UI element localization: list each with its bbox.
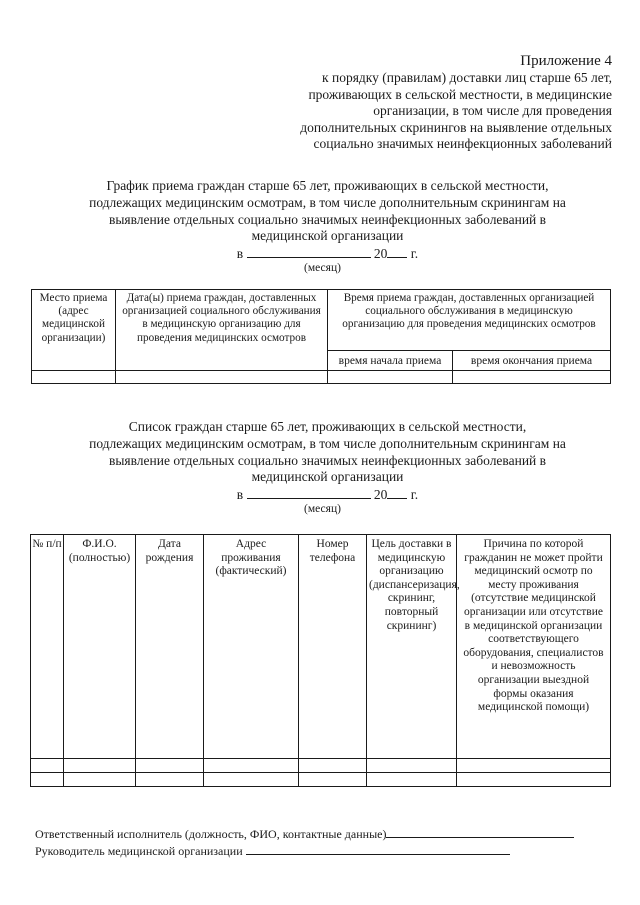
schedule-header-row [32,290,611,351]
table-cell [116,371,328,384]
table-row [31,759,611,773]
table-cell [453,371,611,384]
in-word: в [236,246,244,262]
col-reason-header: Причина по которой гражданин не может пройти медицинский осмотр по месту проживания (отсутствие медицинской организации или отсутствие в медицинской организации соответствующего оборудования, специалистов и невозможность организации выездной формы оказания медицинской помощи) [457,535,611,759]
schedule-title-line: подлежащих медицинским осмотрам, в том числе дополнительным скринингам на [89,194,566,210]
col-address-header: Адрес проживания (фактический) [204,535,299,759]
table-cell [457,773,611,787]
table-cell [328,371,453,384]
table-cell [299,759,367,773]
schedule-month-line [40,245,615,262]
month-caption: (месяц) [304,262,341,275]
table-cell [31,759,64,773]
table-row [31,773,611,787]
list-month-line [40,486,615,503]
year-blank [387,245,407,258]
year-suffix: г. [410,246,419,262]
month-blank [247,486,371,499]
table-cell [64,773,136,787]
schedule-title-line: выявление отдельных социально значимых неинфекционных заболеваний в [108,211,547,227]
responsible-blank [386,826,574,838]
table-cell [204,759,299,773]
month-caption: (месяц) [304,503,341,516]
appendix-header [192,52,612,153]
table-cell [204,773,299,787]
citizens-list-table [30,534,611,787]
list-title-line: медицинской организации [251,469,404,485]
col-time-start-header: время начала приема [328,351,453,371]
appendix-line: организации, в том числе для проведения [373,103,612,119]
schedule-table [31,289,611,384]
list-title-line: выявление отдельных социально значимых неинфекционных заболеваний в [108,452,547,468]
col-time-header: Время приема граждан, доставленных организацией социального обслуживания в медицинскую организацию для проведения медицинских осмотров [328,290,611,351]
appendix-line: социально значимых неинфекционных заболеваний [313,136,612,152]
table-cell [136,773,204,787]
col-phone-header: Номер телефона [299,535,367,759]
month-blank [247,245,371,258]
appendix-line: к порядку (правилам) доставки лиц старше 65 лет, [322,70,612,85]
table-cell [367,759,457,773]
head-label: Руководитель медицинской организации [35,844,243,858]
year-prefix: 20 [373,246,388,262]
appendix-line: дополнительных скринингов на выявление отдельных [300,119,612,135]
head-blank [246,843,510,855]
col-time-end-header: время окончания приема [453,351,611,371]
schedule-title-line: График приема граждан старше 65 лет, проживающих в сельской местности, [106,178,549,193]
table-cell [64,759,136,773]
schedule-title [40,178,615,275]
schedule-title-line: медицинской организации [251,228,404,244]
year-suffix: г. [410,487,419,503]
table-cell [32,371,116,384]
year-prefix: 20 [373,487,388,503]
responsible-label: Ответственный исполнитель (должность, ФИО, контактные данные) [35,827,387,841]
table-cell [457,759,611,773]
col-purpose-header: Цель доставки в медицинскую организацию (диспансеризация, скрининг, повторный скрининг) [367,535,457,759]
col-fio-header: Ф.И.О. (полностью) [64,535,136,759]
list-title-line: Список граждан старше 65 лет, проживающих в сельской местности, [128,419,527,434]
table-row [32,371,611,384]
appendix-title: Приложение 4 [520,53,612,69]
list-header-row [31,535,611,759]
col-birth-header: Дата рождения [136,535,204,759]
in-word: в [236,487,244,503]
col-num-header: № п/п [31,535,64,759]
table-cell [367,773,457,787]
table-cell [31,773,64,787]
appendix-line: проживающих в сельской местности, в медицинские [308,86,612,102]
col-place-header: Место приема (адрес медицинской организации) [32,290,116,371]
col-dates-header: Дата(ы) приема граждан, доставленных организацией социального обслуживания в медицинскую организацию для проведения медицинских осмотров [116,290,328,371]
table-cell [299,773,367,787]
list-title-line: подлежащих медицинским осмотрам, в том числе дополнительным скринингам на [89,435,566,451]
year-blank [387,486,407,499]
head-line [35,843,510,858]
responsible-line [35,826,574,841]
list-title [40,419,615,516]
table-cell [136,759,204,773]
